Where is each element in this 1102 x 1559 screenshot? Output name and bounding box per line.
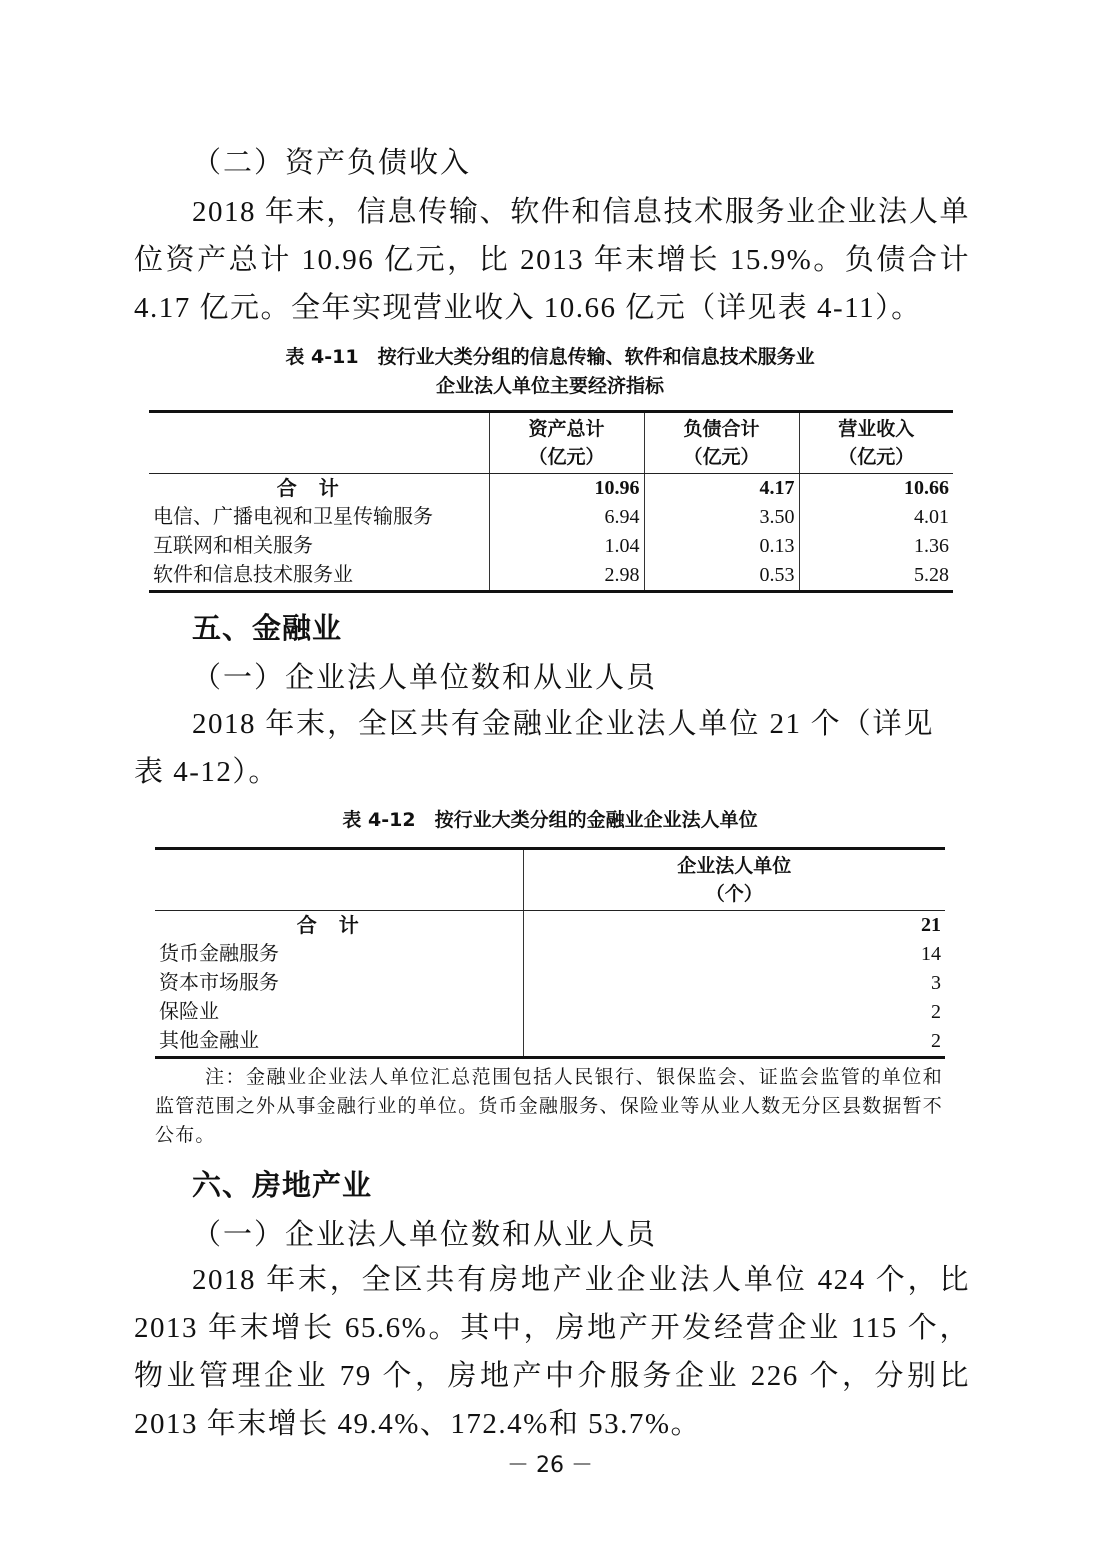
row-liabilities: 3.50 [644, 503, 799, 532]
row-revenue: 4.01 [799, 503, 953, 532]
total-assets: 10.96 [489, 474, 644, 504]
page-number: － 26 － [507, 1453, 593, 1478]
header-revenue-unit: （亿元） [838, 446, 915, 468]
header-units-unit: （个） [705, 883, 763, 905]
row-units: 3 [523, 969, 945, 998]
table-total-row [149, 474, 953, 504]
table-row [149, 561, 953, 592]
header-liabilities [644, 412, 799, 474]
row-units: 14 [523, 940, 945, 969]
table-header-row [149, 412, 953, 474]
row-liabilities: 0.13 [644, 532, 799, 561]
row-label: 软件和信息技术服务业 [149, 561, 489, 592]
section-heading-real-estate: 六、房地产业 [192, 1168, 373, 1202]
subsection-heading-finance-units: （一）企业法人单位数和从业人员 [192, 662, 658, 694]
table-header-row [155, 849, 945, 911]
section-heading-finance: 五、金融业 [192, 611, 343, 645]
row-revenue: 1.36 [799, 532, 953, 561]
row-label: 互联网和相关服务 [153, 535, 313, 557]
header-units [523, 849, 945, 911]
row-assets: 6.94 [489, 503, 644, 532]
row-liabilities: 0.53 [644, 561, 799, 592]
table-4-12 [155, 847, 945, 1059]
total-revenue: 10.66 [799, 474, 953, 504]
header-assets [489, 412, 644, 474]
total-liabilities: 4.17 [644, 474, 799, 504]
row-label: 货币金融服务 [159, 943, 279, 965]
total-label: 合计 [276, 476, 361, 500]
row-units: 2 [523, 1027, 945, 1058]
subsection-heading-real-estate-units: （一）企业法人单位数和从业人员 [192, 1219, 658, 1251]
table-row [155, 1027, 945, 1058]
table-caption-line2: 企业法人单位主要经济指标 [435, 375, 664, 397]
row-revenue: 5.28 [799, 561, 953, 592]
table-4-11 [149, 410, 953, 593]
row-label: 资本市场服务 [159, 972, 279, 994]
total-label: 合计 [296, 913, 381, 937]
table-4-12-caption: 表 4-12 按行业大类分组的金融业企业法人单位 [342, 809, 758, 831]
header-liabilities-unit: （亿元） [683, 446, 760, 468]
header-units-title: 企业法人单位 [677, 855, 792, 877]
table-row [149, 532, 953, 561]
paragraph-real-estate-units: 2018 年末，全区共有房地产业企业法人单位 424 个，比 2013 年末增长 65.6%。其中，房地产开发经营企业 115 个，物业管理企业 79 个，房地产中介服务企业 226 个，分别比 2013 年末增长 49.4%、172.4%和 53.7%。 [134, 1264, 970, 1440]
table-row [155, 998, 945, 1027]
row-label: 电信、广播电视和卫星传输服务 [153, 506, 433, 528]
header-assets-unit: （亿元） [528, 446, 605, 468]
table-total-row [155, 911, 945, 941]
header-revenue-title: 营业收入 [838, 418, 915, 440]
table-caption-line1: 表 4-11 按行业大类分组的信息传输、软件和信息技术服务业 [285, 346, 815, 368]
paragraph-finance-units: 2018 年末，全区共有金融业企业法人单位 21 个（详见表 4-12）。 [134, 708, 934, 788]
row-assets: 1.04 [489, 532, 644, 561]
header-revenue [799, 412, 953, 474]
paragraph-assets-liabilities: 2018 年末，信息传输、软件和信息技术服务业企业法人单位资产总计 10.96 亿元，比 2013 年末增长 15.9%。负债合计 4.17 亿元。全年实现营业收入 10.66 亿元（详见表 4-11）。 [134, 196, 970, 324]
header-liabilities-title: 负债合计 [683, 418, 760, 440]
row-units: 2 [523, 998, 945, 1027]
row-label: 保险业 [159, 1001, 219, 1023]
table-row [155, 969, 945, 998]
row-assets: 2.98 [489, 561, 644, 592]
header-assets-title: 资产总计 [528, 418, 605, 440]
header-blank-cell [155, 849, 523, 911]
subsection-heading-assets-liabilities: （二）资产负债收入 [192, 147, 472, 179]
total-units: 21 [523, 911, 945, 941]
row-label: 其他金融业 [155, 1027, 523, 1058]
table-row [155, 940, 945, 969]
header-blank-cell [149, 412, 489, 474]
table-row [149, 503, 953, 532]
table-4-12-note: 注：金融业企业法人单位汇总范围包括人民银行、银保监会、证监会监管的单位和监管范围之外从事金融行业的单位。货币金融服务、保险业等从业人数无分区县数据暂不公布。 [155, 1067, 943, 1146]
table-4-11-caption [140, 343, 960, 401]
